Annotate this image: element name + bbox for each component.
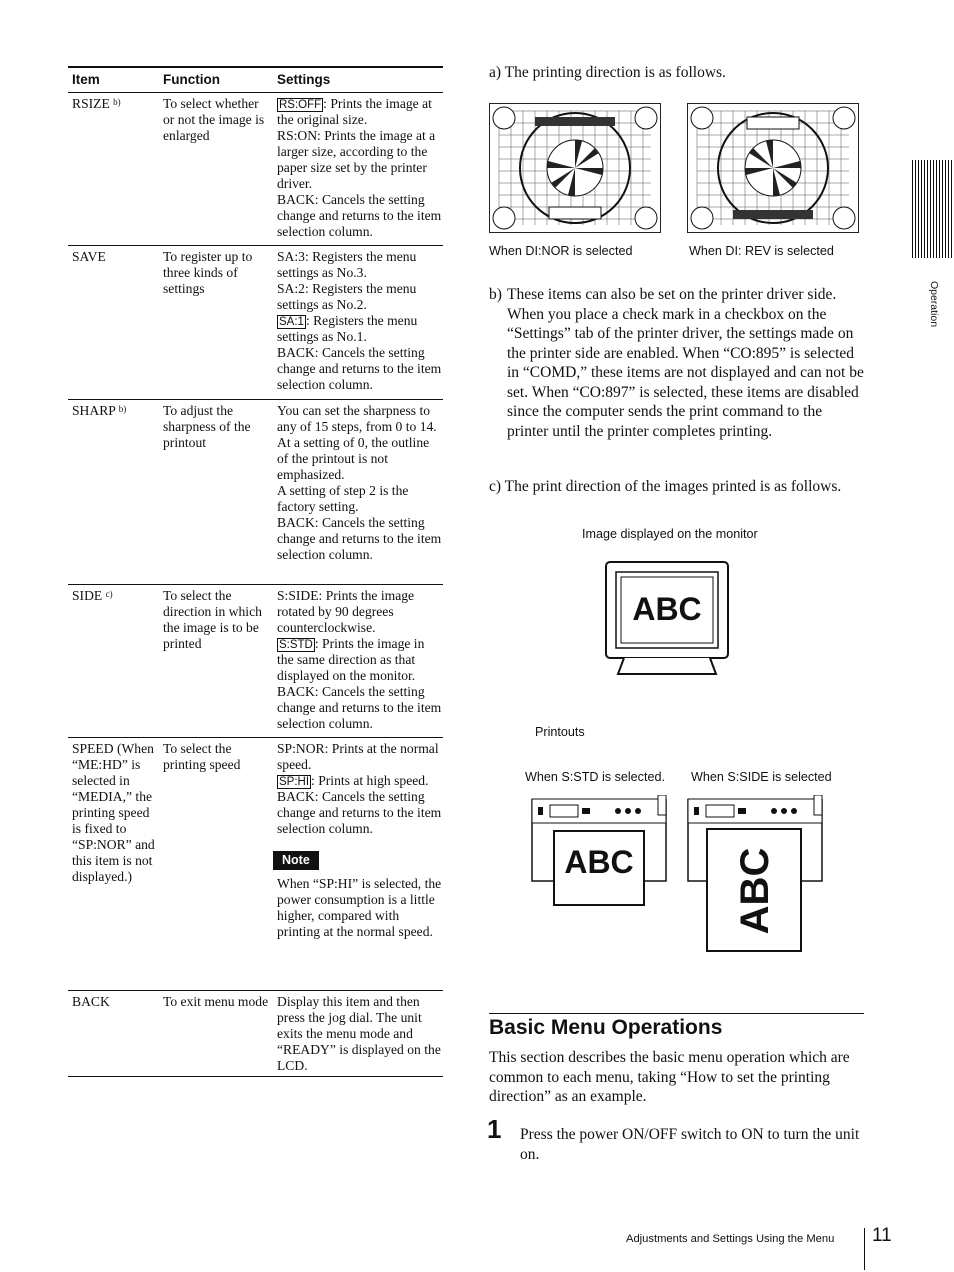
testcard-rev-image <box>687 103 859 233</box>
menu-settings-table <box>68 66 443 1077</box>
print-std-abc-text: ABC <box>564 844 634 880</box>
section-body: This section describes the basic menu operation which are common to each menu, taking “How to set the printing direction” as an example. <box>489 1049 850 1105</box>
caption-di-nor: When DI:NOR is selected <box>489 244 633 258</box>
footer-text: Adjustments and Settings Using the Menu <box>626 1233 835 1245</box>
item-cell: BACK <box>72 994 110 1009</box>
page-number: 11 <box>872 1225 892 1246</box>
header-settings: Settings <box>277 72 331 87</box>
function-cell: To select the direction in which the image is to be printed <box>163 588 262 651</box>
side-tab-label: Operation <box>928 280 940 328</box>
print-side-abc-text: ABC <box>733 847 777 935</box>
item-cell: SHARP $^{b)}$ <box>72 403 127 418</box>
note-text: When “SP:HI” is selected, the power consumption is a little higher, compared with printing at the normal speed. <box>277 876 442 939</box>
step-number: 1 <box>487 1114 502 1144</box>
settings-cell: RS:OFF : Prints the image at the original size. RS:ON: Prints the image at a larger size, according to the paper size set by the printer driver. BACK: Cancels the setting change and returns to the item selection column. <box>277 96 442 239</box>
caption-di-rev: When DI: REV is selected <box>689 244 834 258</box>
setting-key: SP:HI <box>279 776 310 788</box>
settings-cell: You can set the sharpness to any of 15 steps, from 0 to 14. At a setting of 0, the outline of the printout is not emphasized. A setting of step 2 is the factory setting. BACK: Cancels the setting change and returns to the item selection column. <box>277 403 442 562</box>
side-tab-stripes <box>912 160 954 258</box>
table-row-rsize <box>68 93 443 246</box>
note-c: c) The print direction of the images printed is as follows. <box>489 478 842 495</box>
setting-key: RS:OFF <box>279 99 322 111</box>
item-cell: SIDE $^{c)}$ <box>72 588 113 603</box>
item-cell: SPEED (When “ME:HD” is selected in “MEDIA,” the printing speed is fixed to “SP:NOR” and this item is not displayed.) <box>72 741 155 884</box>
function-cell: To select whether or not the image is enlarged <box>163 96 265 143</box>
note-a: a) The printing direction is as follows. <box>489 64 726 81</box>
printer-std-illustration <box>530 795 668 910</box>
footer-divider <box>864 1228 865 1270</box>
function-cell: To exit menu mode <box>163 994 269 1009</box>
settings-cell: SP:NOR: Prints at the normal speed. SP:HI : Prints at high speed. BACK: Cancels the setting change and returns to the item selection column. Note When “SP:HI” is selected, the power consumption is a little higher, compared with printing at the normal speed. <box>277 741 443 940</box>
testcard-nor-image <box>489 103 661 233</box>
table-row-speed <box>68 738 443 991</box>
printouts-caption: Printouts <box>535 725 585 739</box>
table-header <box>68 66 443 93</box>
settings-cell: Display this item and then press the jog dial. The unit exits the menu mode and “READY” is displayed on the LCD. <box>277 994 441 1073</box>
function-cell: To adjust the sharpness of the printout <box>163 403 251 450</box>
section-title: Basic Menu Operations <box>489 1013 864 1040</box>
setting-key: S:STD <box>279 639 313 651</box>
function-cell: To register up to three kinds of settings <box>163 249 253 296</box>
settings-cell: S:SIDE: Prints the image rotated by 90 degrees counterclockwise. S:STD : Prints the image in the same direction as that displayed on the monitor. BACK: Cancels the setting change and returns to the item selection column. <box>277 588 442 731</box>
header-function: Function <box>163 72 220 87</box>
setting-key: SA:1 <box>279 316 304 328</box>
item-cell: RSIZE $^{b)}$ <box>72 96 121 111</box>
side-caption: When S:SIDE is selected <box>691 770 832 784</box>
table-row-save <box>68 246 443 400</box>
item-cell: SAVE <box>72 249 106 264</box>
monitor-abc-text: ABC <box>632 591 702 627</box>
monitor-caption: Image displayed on the monitor <box>582 527 758 541</box>
note-b: b) These items can also be set on the printer driver side. When you place a check mark in a checkbox on the “Settings” tab of the printer driver, the settings made on the printer side are enabled. When “CO:895” is selected in “COMD,” these items are not displayed and can not be set. When “CO:897” is selected, these items are disabled since the computer sends the print command to the printer until the printer completes printing. <box>489 286 864 440</box>
table-row-sharp <box>68 400 443 585</box>
std-caption: When S:STD is selected. <box>525 770 665 784</box>
printer-side-illustration <box>686 795 824 955</box>
note-badge: Note <box>273 851 319 870</box>
monitor-illustration <box>604 560 730 678</box>
function-cell: To select the printing speed <box>163 741 241 772</box>
table-row-side <box>68 585 443 738</box>
table-row-back <box>68 991 443 1077</box>
step-text: Press the power ON/OFF switch to ON to turn the unit on. <box>520 1126 860 1163</box>
header-item: Item <box>72 72 100 87</box>
settings-cell: SA:3: Registers the menu settings as No.3. SA:2: Registers the menu settings as No.2. SA:1 : Registers the menu settings as No.1. BACK: Cancels the setting change and returns to the item selection column. <box>277 249 442 392</box>
